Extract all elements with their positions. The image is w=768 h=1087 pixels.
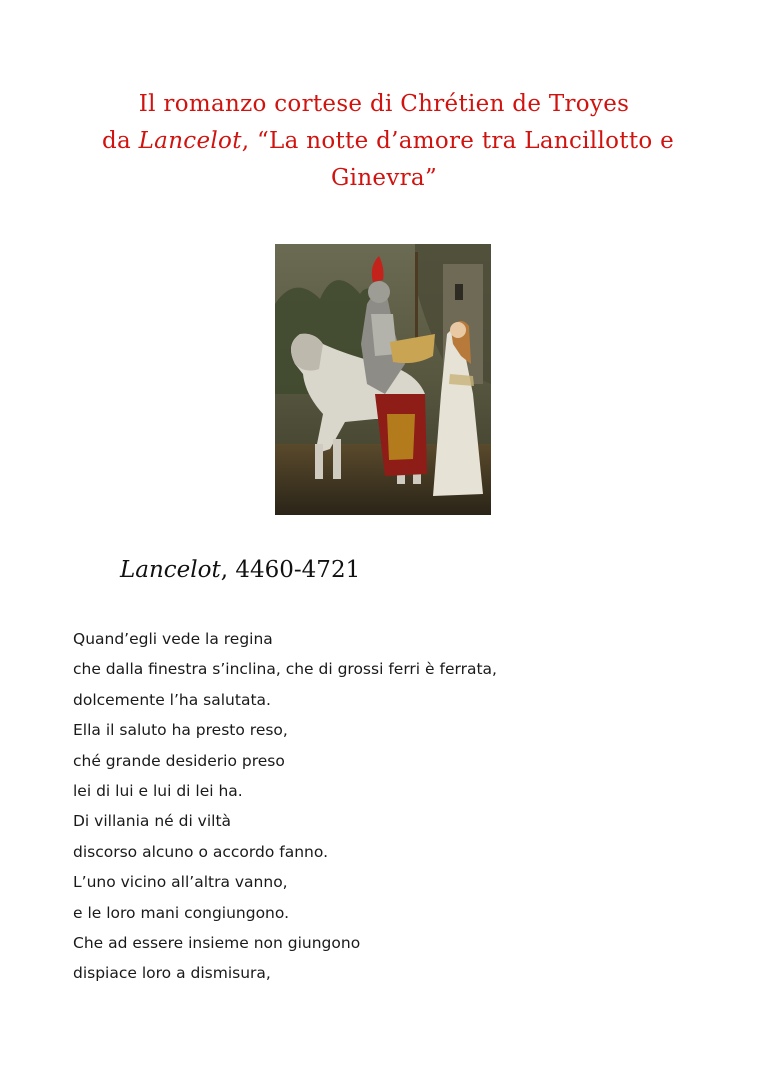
poem-verse: dispiace loro a dismisura, [73, 964, 271, 983]
poem-verse: lei di lui e lui di lei ha. [73, 782, 243, 801]
poem-verse: Che ad essere insieme non giungono [73, 934, 361, 953]
document-title [0, 86, 768, 197]
poem-text [73, 624, 497, 989]
title-line-1: Il romanzo cortese di Chrétien de Troyes [138, 91, 630, 117]
poem-verse: che dalla finestra s’inclina, che di grossi ferri è ferrata, [73, 660, 497, 679]
poem-verse: Ella il saluto ha presto reso, [73, 721, 288, 740]
poem-verse: e le loro mani congiungono. [73, 903, 290, 922]
section-work: Lancelot [120, 557, 221, 583]
poem-verse: ché grande desiderio preso [73, 751, 285, 770]
poem-verse: Di villania né di viltà [73, 812, 232, 831]
poem-verse: Quand’egli vede la regina [73, 630, 273, 648]
poem-verse: dolcemente l’ha salutata. [73, 690, 271, 709]
poem-verse: discorso alcuno o accordo fanno. [73, 842, 328, 861]
title-work: Lancelot [138, 128, 242, 154]
section-heading [120, 557, 360, 583]
section-range: , 4460-4721 [220, 557, 361, 583]
knight-and-lady-illustration [275, 244, 491, 515]
title-line-2 [8, 123, 768, 160]
poem-verse: L’uno vicino all’altra vanno, [73, 873, 288, 892]
title-suffix: , “La notte d’amore tra Lancillotto e [241, 128, 675, 154]
title-prefix: da [101, 128, 139, 154]
title-line-3: Ginevra” [330, 165, 437, 191]
